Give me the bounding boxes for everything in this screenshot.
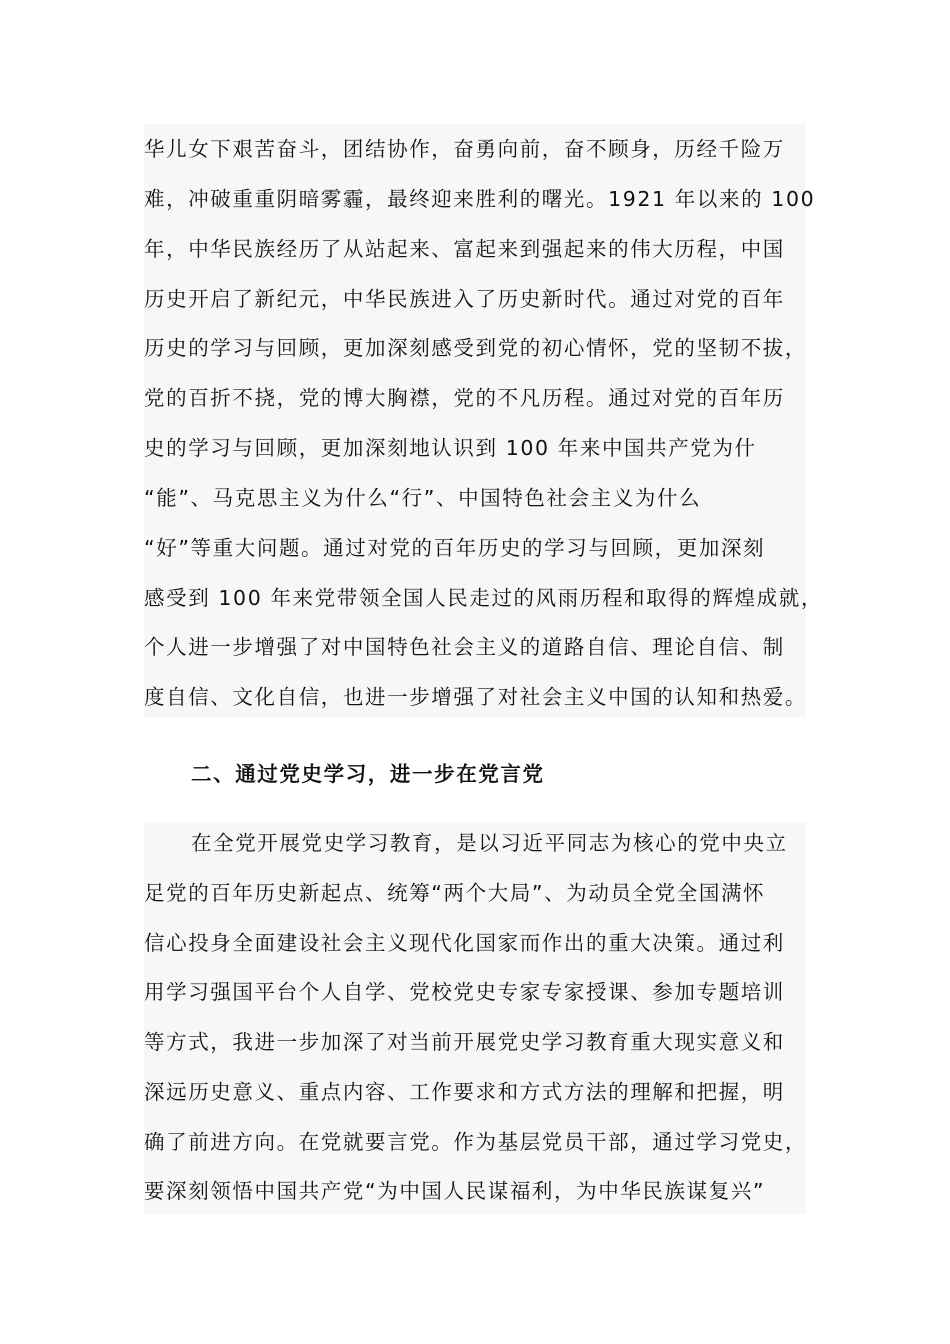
paragraph-line: 感受到 100 年来党带领全国人民走过的风雨历程和取得的辉煌成就， xyxy=(144,586,823,610)
paragraph-line: 年，中华民族经历了从站起来、富起来到强起来的伟大历程，中国 xyxy=(144,237,785,261)
paragraph-line: 历史开启了新纪元，中华民族进入了历史新时代。通过对党的百年 xyxy=(144,287,785,311)
paragraph-line: 党的百折不挠，党的博大胸襟，党的不凡历程。通过对党的百年历 xyxy=(144,386,785,410)
paragraph-1 xyxy=(144,124,823,717)
section-heading: 二、通过党史学习，进一步在党言党 xyxy=(191,762,545,786)
paragraph-line: 华儿女下艰苦奋斗，团结协作，奋勇向前，奋不顾身，历经千险万 xyxy=(144,137,785,161)
paragraph-line: 史的学习与回顾，更加深刻地认识到 100 年来中国共产党为什 xyxy=(144,436,757,460)
paragraph-line: 历史的学习与回顾，更加深刻感受到党的初心情怀，党的坚韧不拔， xyxy=(144,336,807,360)
paragraph-line: 信心投身全面建设社会主义现代化国家而作出的重大决策。通过利 xyxy=(144,931,785,955)
paragraph-line: 在全党开展党史学习教育，是以习近平同志为核心的党中央立 xyxy=(191,831,788,855)
paragraph-line: 难，冲破重重阴暗雾霾，最终迎来胜利的曙光。1921 年以来的 100 xyxy=(144,187,816,211)
paragraph-line: 度自信、文化自信，也进一步增强了对社会主义中国的认知和热爱。 xyxy=(144,685,807,709)
paragraph-line: “好”等重大问题。通过对党的百年历史的学习与回顾，更加深刻 xyxy=(144,536,766,560)
paragraph-line: 确了前进方向。在党就要言党。作为基层党员干部，通过学习党史， xyxy=(144,1130,807,1154)
paragraph-line: 个人进一步增强了对中国特色社会主义的道路自信、理论自信、制 xyxy=(144,635,785,659)
paragraph-line: 要深刻领悟中国共产党“为中国人民谋福利，为中华民族谋复兴” xyxy=(144,1179,766,1203)
paragraph-line: 等方式，我进一步加深了对当前开展党史学习教育重大现实意义和 xyxy=(144,1030,785,1054)
paragraph-line: 用学习强国平台个人自学、党校党史专家专家授课、参加专题培训 xyxy=(144,980,785,1004)
paragraph-2 xyxy=(144,822,806,1214)
paragraph-line: “能”、马克思主义为什么“行”、中国特色社会主义为什么 xyxy=(144,486,702,510)
paragraph-line: 足党的百年历史新起点、统筹“两个大局”、为动员全党全国满怀 xyxy=(144,881,766,905)
paragraph-line: 深远历史意义、重点内容、工作要求和方式方法的理解和把握，明 xyxy=(144,1080,785,1104)
